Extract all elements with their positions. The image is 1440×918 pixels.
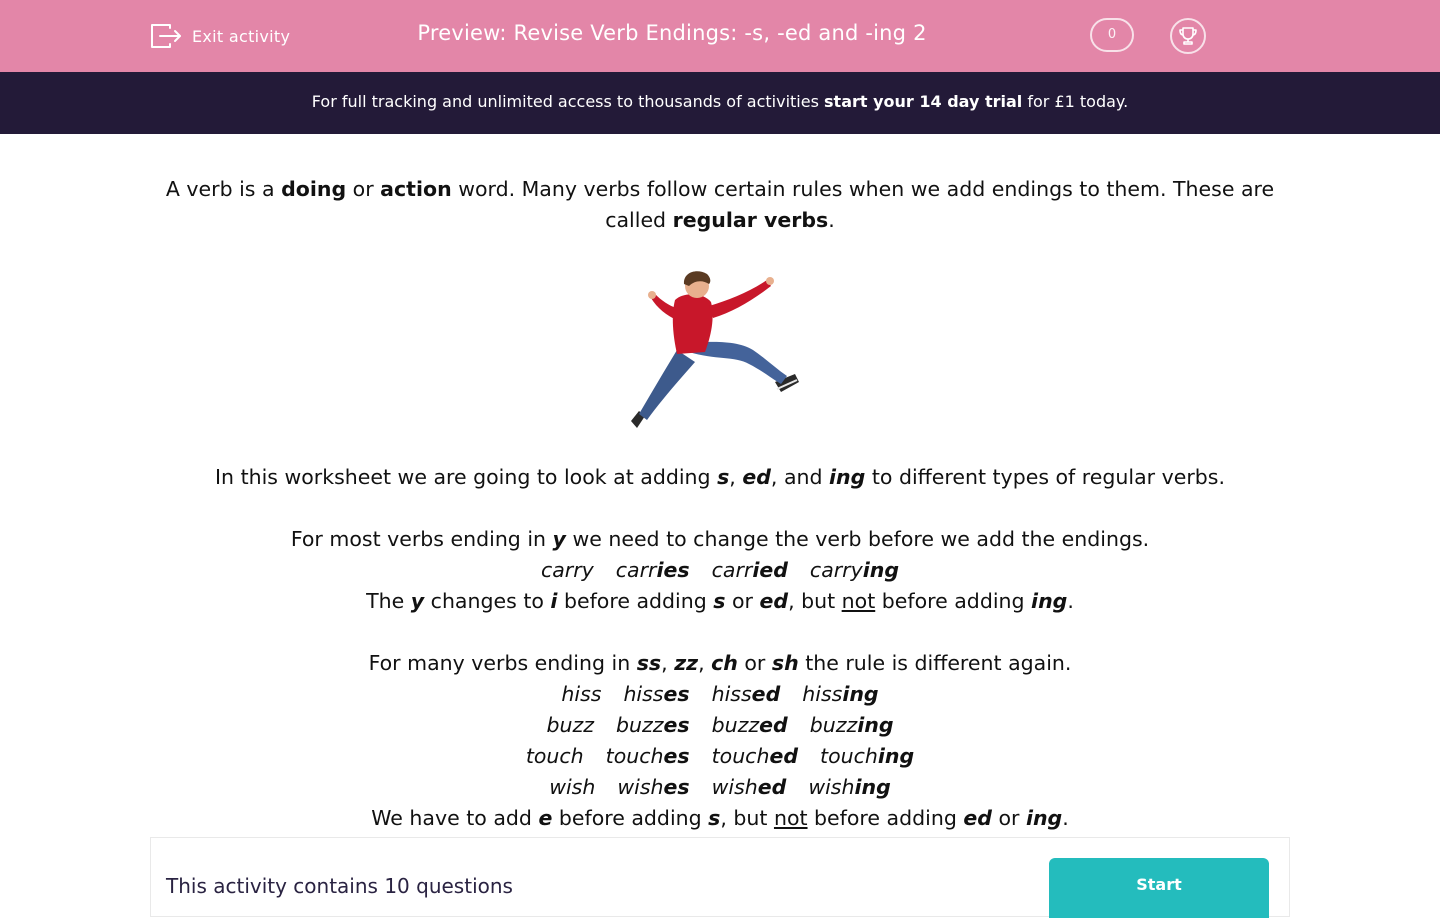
rule-y-note	[150, 586, 1290, 617]
top-bar	[0, 0, 1440, 72]
text: For most verbs ending in	[290, 527, 553, 551]
example-word	[712, 713, 788, 737]
trophy-button[interactable]	[1170, 18, 1206, 54]
verb-ending: es	[663, 744, 690, 768]
text: We have to add	[371, 806, 539, 830]
lesson-content	[150, 174, 1290, 834]
trial-banner	[0, 72, 1440, 134]
term-regular-verbs: regular verbs	[672, 208, 829, 232]
text: For many verbs ending in	[368, 651, 637, 675]
example-word	[546, 713, 594, 737]
verb-stem: carry	[809, 558, 863, 582]
rule-ss-intro	[150, 648, 1290, 679]
verb-stem: touch	[711, 744, 770, 768]
text: The	[366, 589, 411, 613]
text: we need to change the verb before we add the endings.	[565, 527, 1150, 551]
text: or	[737, 651, 772, 675]
text: A verb is a	[165, 177, 282, 201]
exit-activity-label: Exit activity	[192, 26, 291, 46]
verb-stem: touch	[820, 744, 878, 768]
verb-ending: ing	[877, 744, 915, 768]
example-word	[623, 682, 689, 706]
verb-ending: ed	[757, 775, 787, 799]
letter: ing	[1031, 589, 1068, 613]
verb-stem: buzz	[711, 713, 760, 737]
verb-stem: hiss	[711, 682, 752, 706]
text: changes to	[424, 589, 551, 613]
score-badge: 0	[1090, 18, 1134, 52]
letter: y	[410, 589, 425, 613]
verb-stem: touch	[605, 744, 664, 768]
letters: sh	[771, 651, 799, 675]
verb-ending: ies	[656, 558, 690, 582]
example-word	[808, 775, 890, 799]
rule-ss-note	[150, 803, 1290, 834]
trial-banner-text: For full tracking and unlimited access to thousands of activities	[311, 92, 825, 111]
worksheet-intro	[150, 462, 1290, 493]
text: .	[828, 208, 835, 232]
verb-stem: touch	[525, 744, 584, 768]
verb-stem: buzz	[809, 713, 858, 737]
verb-stem: buzz	[615, 713, 664, 737]
example-word	[802, 682, 878, 706]
example-word	[810, 713, 894, 737]
trophy-icon	[1177, 25, 1199, 47]
intro-paragraph	[150, 174, 1290, 236]
verb-stem: hiss	[802, 682, 843, 706]
ending-ing: ing	[829, 465, 866, 489]
rule-y-examples	[150, 555, 1290, 586]
text: word. Many verbs follow certain rules when we add endings to them. These are called	[451, 177, 1275, 232]
start-trial-link[interactable]: start your 14 day trial	[824, 92, 1023, 111]
example-word	[820, 744, 914, 768]
example-word	[549, 775, 595, 799]
verb-ending: ed	[751, 682, 781, 706]
rule-ss-example-row	[150, 710, 1290, 741]
verb-stem: buzz	[546, 713, 594, 737]
spacer	[150, 493, 1290, 524]
letter: i	[550, 589, 558, 613]
rule-ss-example-row	[150, 741, 1290, 772]
example-word	[712, 744, 798, 768]
start-button[interactable]: Start	[1049, 858, 1269, 918]
emphasis-not: not	[773, 806, 808, 830]
verb-ending: ed	[759, 713, 788, 737]
verb-ending: es	[663, 775, 690, 799]
example-word	[561, 682, 601, 706]
term-action: action	[380, 177, 452, 201]
text: or	[991, 806, 1026, 830]
rule-ss-example-row	[150, 772, 1290, 803]
text: .	[1067, 589, 1074, 613]
verb-ending: ing	[857, 713, 894, 737]
example-word	[541, 558, 594, 582]
letter: ing	[1025, 806, 1063, 830]
example-word	[712, 558, 788, 582]
text: to different types of regular verbs.	[865, 465, 1225, 489]
example-word	[712, 682, 781, 706]
activity-footer-card	[150, 837, 1290, 917]
letter-y: y	[552, 527, 566, 551]
text: ,	[729, 465, 743, 489]
letter: e	[538, 806, 553, 830]
verb-stem: carr	[711, 558, 753, 582]
example-word	[616, 713, 690, 737]
verb-ending: es	[663, 682, 690, 706]
letters: ss	[636, 651, 662, 675]
example-word	[606, 744, 690, 768]
example-word	[810, 558, 899, 582]
verb-stem: hiss	[561, 682, 602, 706]
text: or	[725, 589, 760, 613]
text: before adding	[875, 589, 1032, 613]
letter: s	[713, 589, 726, 613]
text: , but	[720, 806, 774, 830]
question-count: This activity contains 10 questions	[166, 874, 513, 898]
verb-ending: ied	[752, 558, 788, 582]
verb-ending: ing	[862, 558, 900, 582]
letters: ch	[711, 651, 738, 675]
text: .	[1062, 806, 1069, 830]
example-word	[712, 775, 787, 799]
rule-ss-example-row	[150, 679, 1290, 710]
text: before adding	[552, 806, 709, 830]
verb-stem: carry	[540, 558, 594, 582]
verb-ending: es	[663, 713, 690, 737]
text: before adding	[557, 589, 714, 613]
verb-stem: wish	[549, 775, 596, 799]
rule-y-intro	[150, 524, 1290, 555]
emphasis-not: not	[841, 589, 876, 613]
text: ,	[661, 651, 675, 675]
text: , but	[788, 589, 842, 613]
letter: s	[708, 806, 721, 830]
jumping-boy-illustration	[625, 270, 815, 430]
verb-ending: ing	[842, 682, 879, 706]
letters: zz	[674, 651, 699, 675]
text: , and	[770, 465, 830, 489]
text: ,	[698, 651, 712, 675]
letter: ed	[759, 589, 789, 613]
verb-stem: wish	[617, 775, 664, 799]
ending-ed: ed	[742, 465, 771, 489]
example-word	[526, 744, 584, 768]
term-doing: doing	[281, 177, 347, 201]
text: before adding	[807, 806, 964, 830]
verb-stem: hiss	[623, 682, 664, 706]
example-word	[617, 775, 689, 799]
letter: ed	[963, 806, 992, 830]
spacer	[150, 617, 1290, 648]
page-title: Preview: Revise Verb Endings: -s, -ed and -ing 2	[417, 21, 927, 45]
verb-stem: wish	[808, 775, 855, 799]
ending-s: s	[717, 465, 730, 489]
text: In this worksheet we are going to look at adding	[215, 465, 718, 489]
text: or	[346, 177, 381, 201]
verb-stem: wish	[711, 775, 758, 799]
example-word	[616, 558, 690, 582]
verb-stem: carr	[615, 558, 657, 582]
verb-ending: ed	[769, 744, 799, 768]
verb-ending: ing	[854, 775, 891, 799]
trial-banner-price: for £1 today.	[1022, 92, 1129, 111]
text: the rule is different again.	[798, 651, 1072, 675]
